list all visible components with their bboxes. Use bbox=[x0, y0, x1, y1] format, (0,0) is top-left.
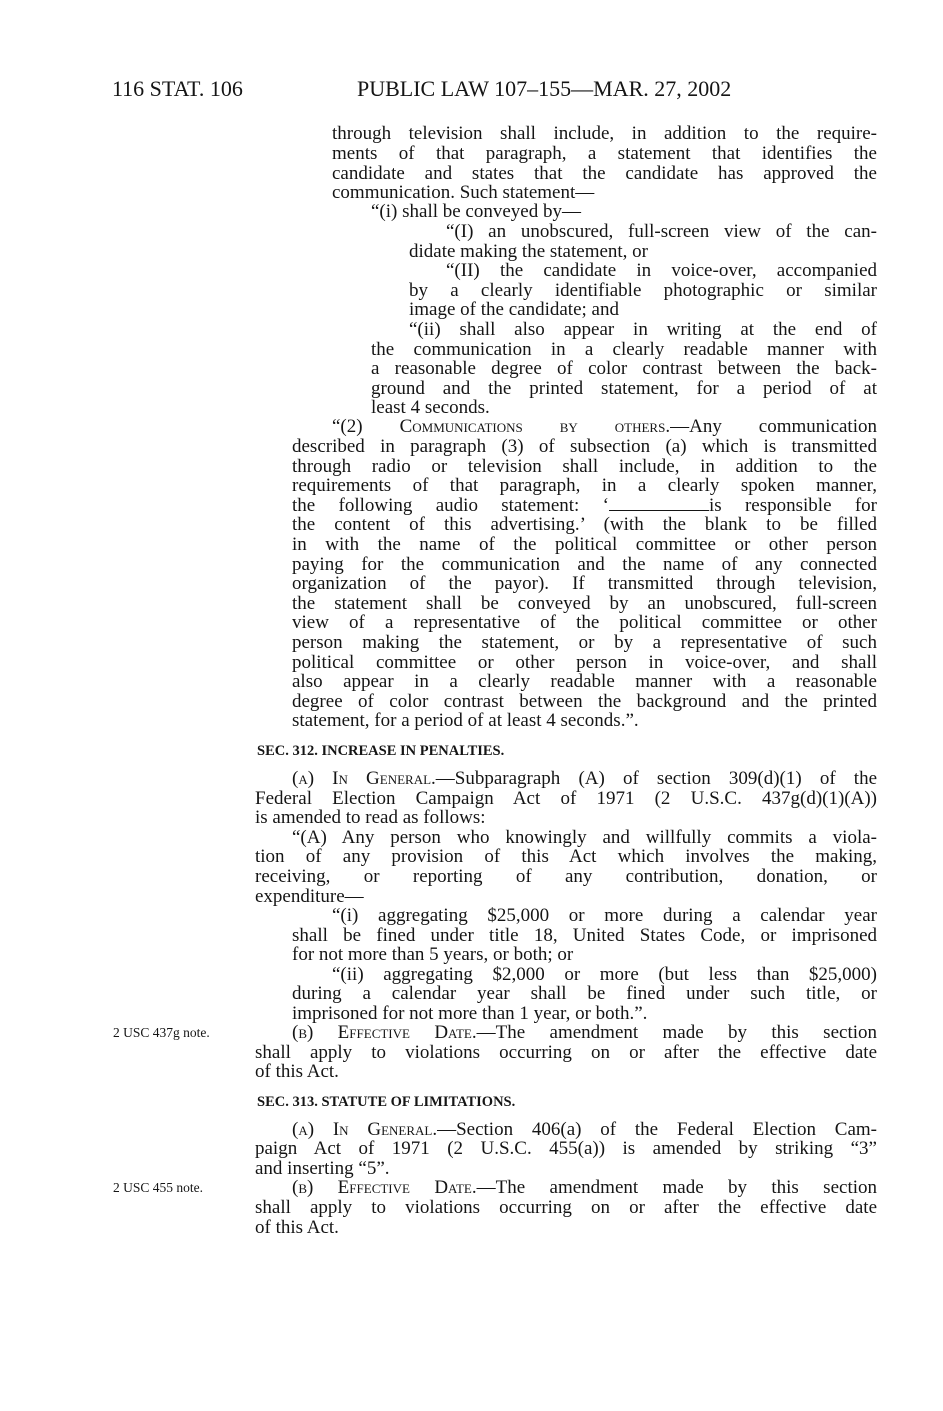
text-line: through television shall include, in addition to the require- bbox=[332, 123, 877, 144]
subsection-label: (a) In General. bbox=[292, 1119, 438, 1140]
text-line: the statement shall be conveyed by an unobscured, full-screen bbox=[292, 593, 877, 614]
text-line: (a) In General.—Section 406(a) of the Federal Election Cam- bbox=[292, 1119, 877, 1140]
text-line: least 4 seconds. bbox=[371, 397, 490, 418]
text-line: “(A) Any person who knowingly and willfully commits a viola- bbox=[292, 827, 877, 848]
text-line: “(I) an unobscured, full-screen view of the can- bbox=[446, 221, 877, 242]
text-line: in with the name of the political committee or other person bbox=[292, 534, 877, 555]
text-line: of this Act. bbox=[255, 1217, 339, 1238]
text-line: candidate and states that the candidate has approved the bbox=[332, 163, 877, 184]
text-line: paying for the communication and the name of any connected bbox=[292, 554, 877, 575]
text-line: receiving, or reporting of any contribution, donation, or bbox=[255, 866, 877, 887]
text-line: the content of this advertising.’ (with the blank to be filled bbox=[292, 514, 877, 535]
audio-statement-blank bbox=[609, 496, 709, 511]
text-line: and inserting “5”. bbox=[255, 1158, 390, 1179]
subsection-label: (b) Effective Date. bbox=[292, 1022, 477, 1043]
text-line: image of the candidate; and bbox=[409, 299, 619, 320]
text-line: “(ii) shall also appear in writing at the end of bbox=[409, 319, 877, 340]
text-line: “(ii) aggregating $2,000 or more (but less than $25,000) bbox=[332, 964, 877, 985]
text-line: described in paragraph (3) of subsection (a) which is transmitted bbox=[292, 436, 877, 457]
subsection-label: (a) In General. bbox=[292, 768, 436, 789]
text-line: didate making the statement, or bbox=[409, 241, 649, 262]
text-line: ground and the printed statement, for a period of at bbox=[371, 378, 877, 399]
text-line: shall be fined under title 18, United States Code, or imprisoned bbox=[292, 925, 877, 946]
text-line: political committee or other person in voice-over, and shall bbox=[292, 652, 877, 673]
text-line: by a clearly identifiable photographic or similar bbox=[409, 280, 877, 301]
text-line: a reasonable degree of color contrast between the back- bbox=[371, 358, 877, 379]
text-line: communication. Such statement— bbox=[332, 182, 595, 203]
text-line: (b) Effective Date.—The amendment made by this section bbox=[292, 1177, 878, 1198]
text-line: (b) Effective Date.—The amendment made by this section bbox=[292, 1022, 878, 1043]
text-line: the communication in a clearly readable manner with bbox=[371, 339, 877, 360]
text-line: shall apply to violations occurring on or after the effective date bbox=[255, 1197, 877, 1218]
text-line: also appear in a clearly readable manner with a reasonable bbox=[292, 671, 877, 692]
text-line: statement, for a period of at least 4 seconds.”. bbox=[292, 710, 639, 731]
text-line: during a calendar year shall be fined under such title, or bbox=[292, 983, 877, 1004]
section-312-heading: SEC. 312. INCREASE IN PENALTIES. bbox=[257, 743, 505, 759]
margin-note: 2 USC 437g note. bbox=[113, 1025, 210, 1040]
law-title: PUBLIC LAW 107–155—MAR. 27, 2002 bbox=[357, 76, 732, 101]
text-line: requirements of that paragraph, in a clearly spoken manner, bbox=[292, 475, 877, 496]
text-line: view of a representative of the political committee or other bbox=[292, 612, 877, 633]
text-line: expenditure— bbox=[255, 886, 364, 907]
page-reference: 116 STAT. 106 bbox=[112, 76, 243, 101]
subsection-label: (b) Effective Date. bbox=[292, 1177, 477, 1198]
text-line: imprisoned for not more than 1 year, or both.”. bbox=[292, 1003, 648, 1024]
text-line: through radio or television shall include, in addition to the bbox=[292, 456, 877, 477]
text-line: of this Act. bbox=[255, 1061, 339, 1082]
text-line: “(2) Communications by others.—Any communication bbox=[332, 416, 877, 437]
text-line: for not more than 5 years, or both; or bbox=[292, 944, 574, 965]
text-line: is amended to read as follows: bbox=[255, 807, 486, 828]
text-line: degree of color contrast between the background and the printed bbox=[292, 691, 877, 712]
text-line: organization of the payor). If transmitted through television, bbox=[292, 573, 877, 594]
section-313-heading: SEC. 313. STATUTE OF LIMITATIONS. bbox=[257, 1094, 516, 1110]
text-line: the following audio statement: ‘ is responsible for bbox=[292, 495, 877, 516]
text-line: tion of any provision of this Act which involves the making, bbox=[255, 846, 877, 867]
text-line: “(i) aggregating $25,000 or more during a calendar year bbox=[332, 905, 877, 926]
margin-note: 2 USC 455 note. bbox=[113, 1180, 204, 1195]
text-line: “(II) the candidate in voice-over, accompanied bbox=[446, 260, 877, 281]
text-line: person making the statement, or by a representative of such bbox=[292, 632, 877, 653]
text-line: shall apply to violations occurring on or after the effective date bbox=[255, 1042, 877, 1063]
text-line: Federal Election Campaign Act of 1971 (2 U.S.C. 437g(d)(1)(A)) bbox=[255, 788, 877, 809]
paragraph-2-heading: “(2) Communications by others. bbox=[332, 416, 671, 437]
clause-i-intro: “(i) shall be conveyed by— bbox=[371, 201, 581, 222]
text-line: ments of that paragraph, a statement that identifies the bbox=[332, 143, 877, 164]
text-line: paign Act of 1971 (2 U.S.C. 455(a)) is amended by striking “3” bbox=[255, 1138, 877, 1159]
text-line: (a) In General.—Subparagraph (A) of section 309(d)(1) of the bbox=[292, 768, 878, 789]
